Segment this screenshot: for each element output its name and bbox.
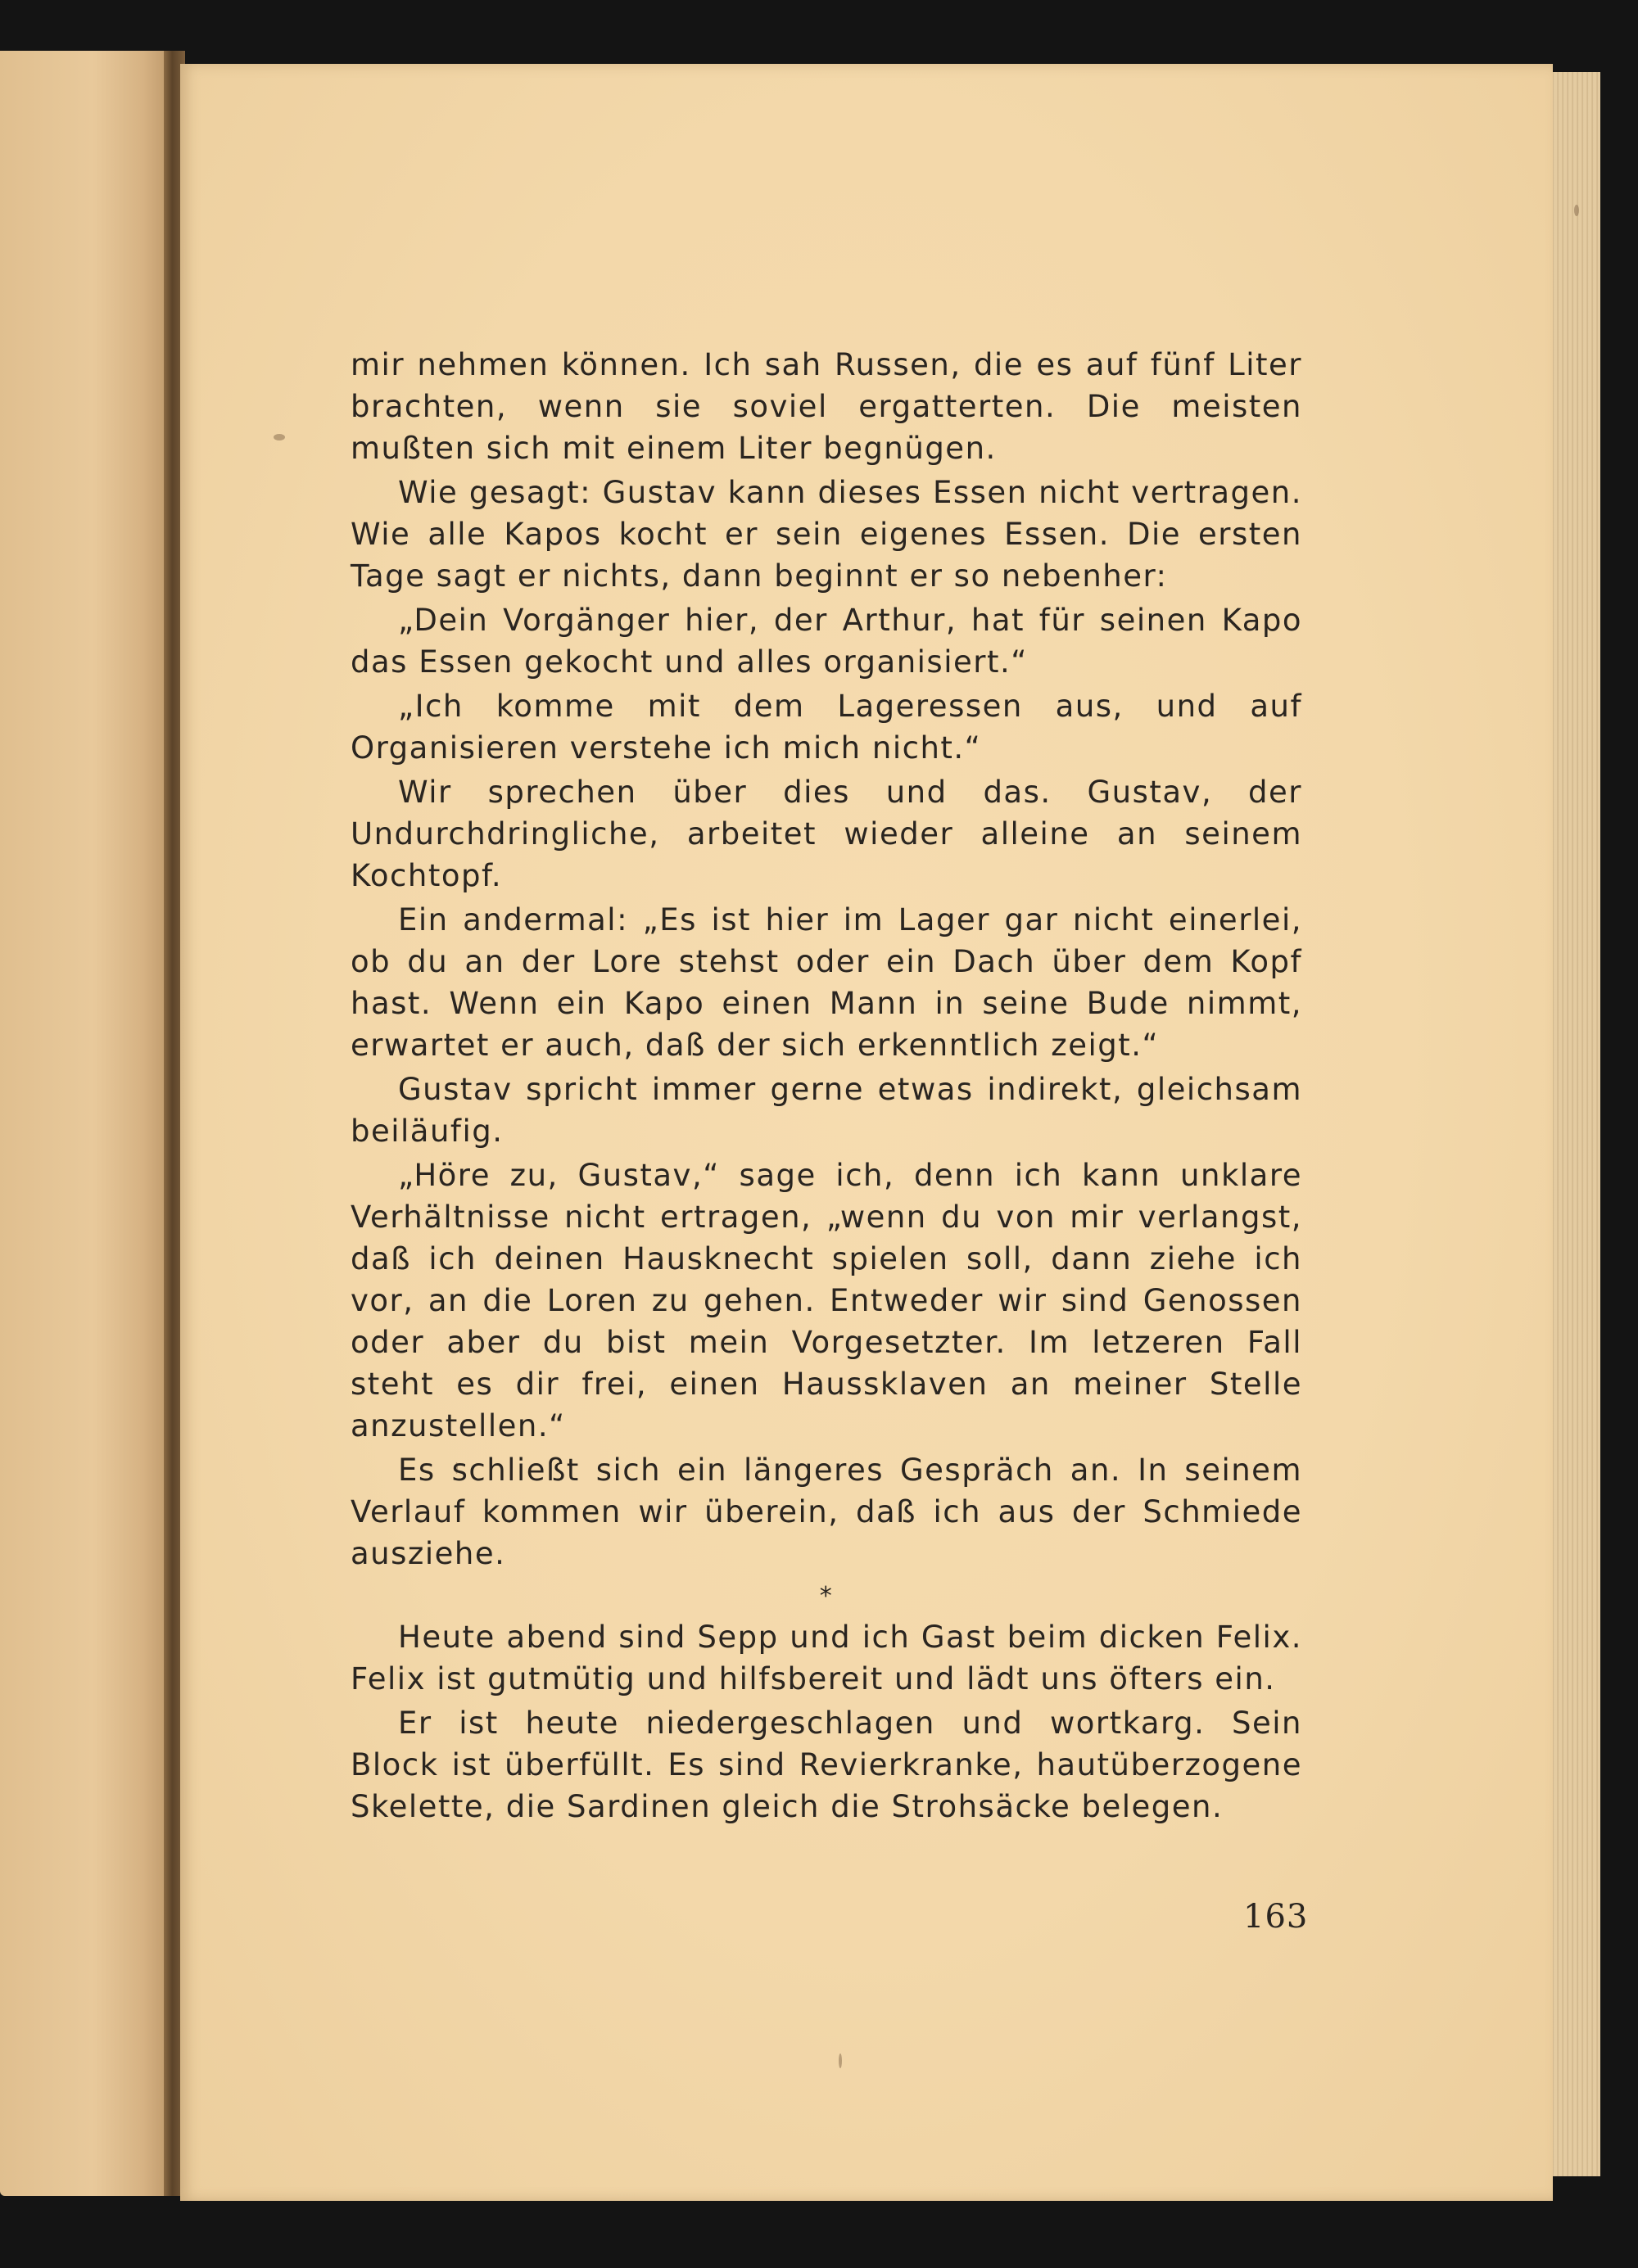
paragraph: Ein andermal: „Es ist hier im Lager gar nicht einerlei, ob du an der Lore stehst oder ein Dach über dem Kopf hast. Wenn ein Kapo einen Mann in seine Bude nimmt, erwartet er auch, daß der sich erkenntlich zeigt.“ (351, 902, 1302, 1063)
paragraph: „Ich komme mit dem Lageressen aus, und auf Organisieren verstehe ich mich nicht.“ (351, 689, 1302, 766)
paragraph: Es schließt sich ein längeres Gespräch an. In seinem Verlauf kommen wir überein, daß ich aus der Schmiede ausziehe. (351, 1453, 1302, 1571)
facing-left-page (0, 51, 169, 2196)
paragraph: mir nehmen können. Ich sah Russen, die es auf fünf Liter brachten, wenn sie soviel ergatterten. Die meisten mußten sich mit einem Liter begnügen. (351, 347, 1302, 466)
paragraph: Wie gesagt: Gustav kann dieses Essen nicht vertragen. Wie alle Kapos kocht er sein eigenes Essen. Die ersten Tage sagt er nichts, dann beginnt er so nebenher: (351, 475, 1302, 594)
page-number: 163 (1243, 1898, 1309, 1936)
paper-speck (274, 434, 285, 440)
body-text (351, 344, 1302, 1830)
paragraph: Wir sprechen über dies und das. Gustav, der Undurchdringliche, arbeitet wieder alleine an seinem Kochtopf. (351, 775, 1302, 893)
paragraph: Er ist heute niedergeschlagen und wortkarg. Sein Block ist überfüllt. Es sind Revierkranke, hautüberzogene Skelette, die Sardinen gleich die Strohsäcke belegen. (351, 1706, 1302, 1824)
paper-speck (839, 2053, 842, 2068)
paragraph: „Dein Vorgänger hier, der Arthur, hat für seinen Kapo das Essen gekocht und alles organisiert.“ (351, 603, 1302, 680)
paragraph: Heute abend sind Sepp und ich Gast beim dicken Felix. Felix ist gutmütig und hilfsbereit und lädt uns öfters ein. (351, 1620, 1302, 1696)
paper-speck (1574, 205, 1579, 216)
section-separator: * (819, 1582, 834, 1611)
paragraph: Gustav spricht immer gerne etwas indirekt, gleichsam beiläufig. (351, 1072, 1302, 1149)
paragraph: „Höre zu, Gustav,“ sage ich, denn ich kann unklare Verhältnisse nicht ertragen, „wenn du von mir verlangst, daß ich deinen Hausknecht spielen soll, dann ziehe ich vor, an die Loren zu gehen. Entweder wir sind Genossen oder aber du bist mein Vorgesetzter. Im letzeren Fall steht es dir frei, einen Haussklaven an meiner Stelle anzustellen.“ (351, 1158, 1302, 1443)
